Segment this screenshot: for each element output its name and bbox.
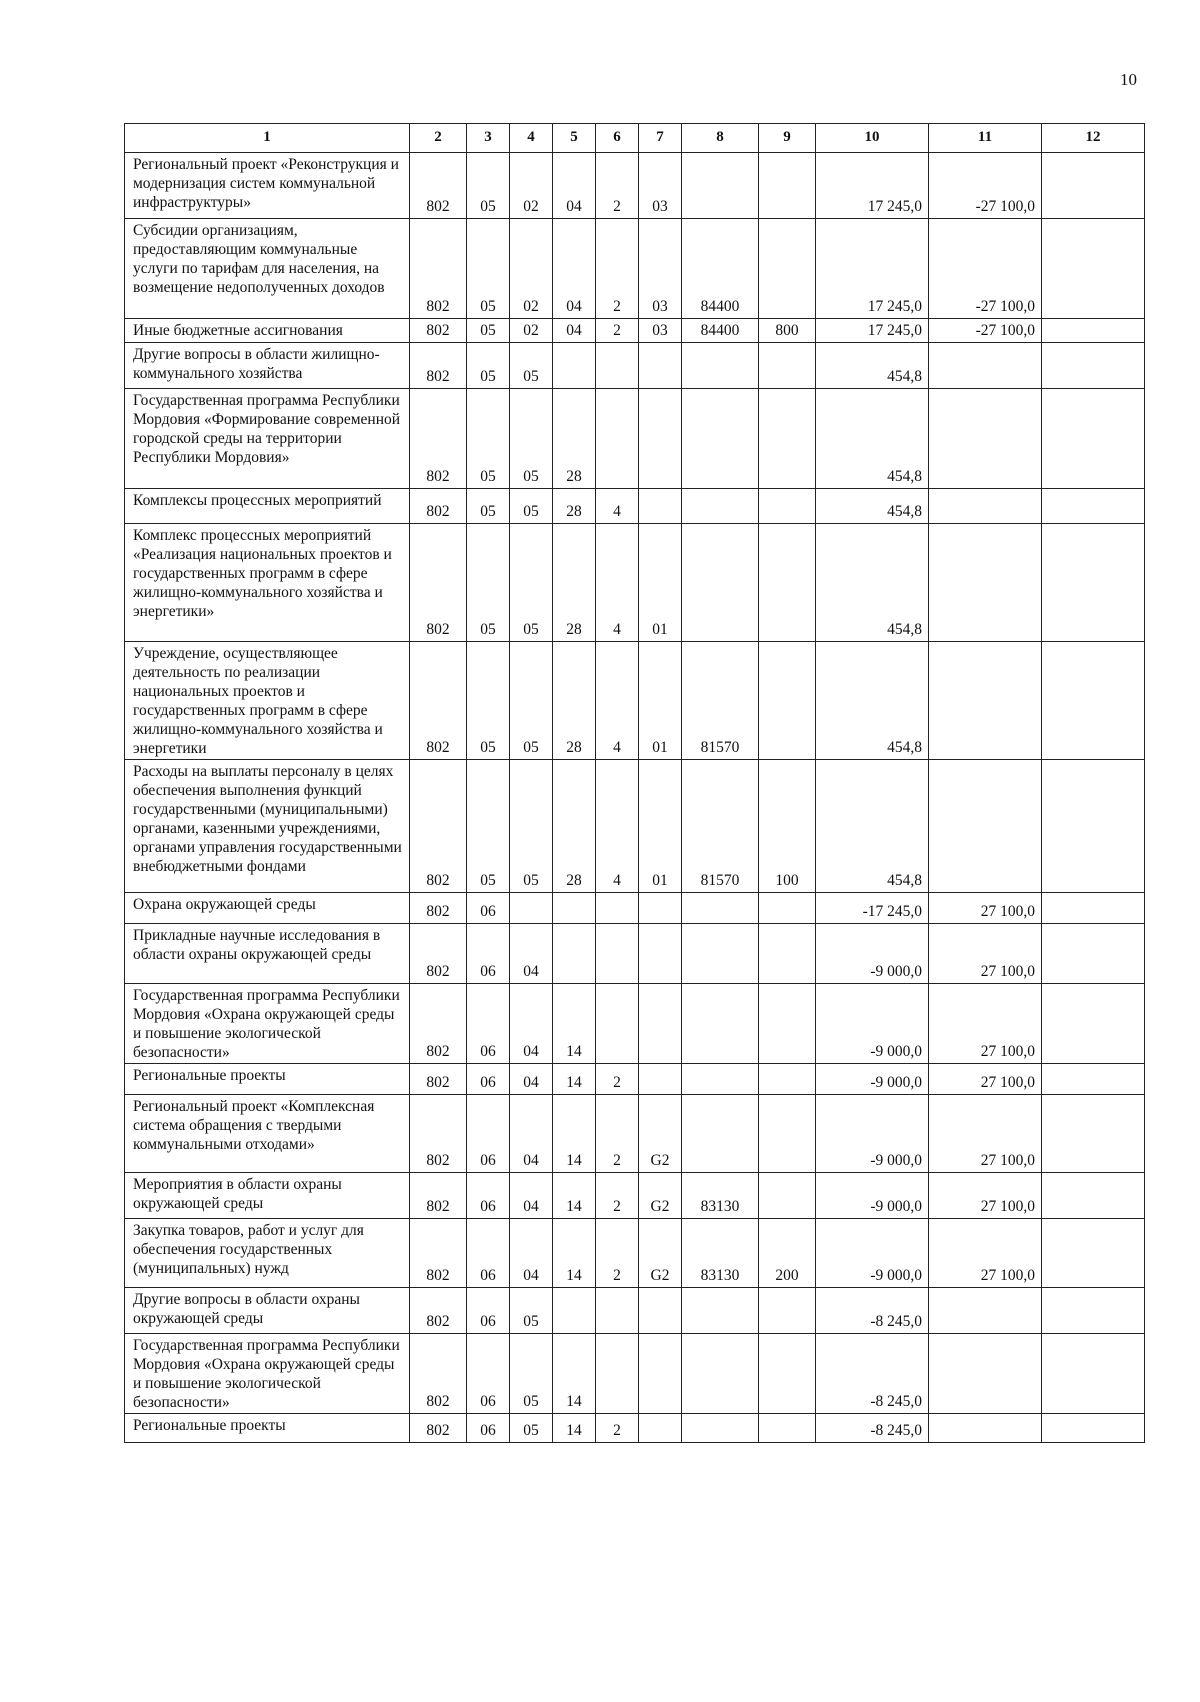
table-cell: 01	[639, 760, 682, 893]
table-cell	[682, 1288, 759, 1334]
table-cell: 28	[553, 389, 596, 489]
row-name-cell: Региональные проекты	[125, 1414, 410, 1443]
table-cell: 802	[410, 1219, 467, 1288]
table-cell	[639, 343, 682, 389]
table-row	[125, 153, 1145, 219]
table-row	[125, 389, 1145, 489]
table-cell: 17 245,0	[816, 219, 929, 319]
table-cell: 28	[553, 489, 596, 524]
table-cell	[1042, 219, 1145, 319]
table-cell	[682, 984, 759, 1064]
table-cell	[759, 1173, 816, 1219]
table-cell: 06	[467, 1288, 510, 1334]
table-cell: 802	[410, 1064, 467, 1095]
table-cell	[682, 1064, 759, 1095]
table-cell	[759, 1288, 816, 1334]
table-cell: 802	[410, 389, 467, 489]
table-cell	[1042, 984, 1145, 1064]
table-row	[125, 924, 1145, 984]
column-header: 3	[467, 124, 510, 153]
table-cell: -9 000,0	[816, 924, 929, 984]
table-cell	[759, 1064, 816, 1095]
row-name-cell: Закупка товаров, работ и услуг для обеспечения государственных (муниципальных) нужд	[125, 1219, 410, 1288]
table-cell: 454,8	[816, 343, 929, 389]
table-cell: 4	[596, 642, 639, 760]
table-cell: 802	[410, 489, 467, 524]
table-cell	[596, 984, 639, 1064]
row-name-cell: Другие вопросы в области охраны окружающей среды	[125, 1288, 410, 1334]
table-cell: 802	[410, 319, 467, 343]
table-cell	[759, 984, 816, 1064]
table-cell: 04	[553, 219, 596, 319]
table-cell: 03	[639, 319, 682, 343]
table-cell: 802	[410, 219, 467, 319]
table-cell	[759, 642, 816, 760]
table-cell	[929, 524, 1042, 642]
table-row	[125, 1095, 1145, 1173]
table-cell: 81570	[682, 642, 759, 760]
table-cell	[929, 1288, 1042, 1334]
table-cell	[682, 1414, 759, 1443]
table-row	[125, 1414, 1145, 1443]
table-cell	[929, 1414, 1042, 1443]
table-cell	[1042, 893, 1145, 924]
table-cell: 802	[410, 1173, 467, 1219]
table-row	[125, 642, 1145, 760]
table-cell: 05	[510, 1414, 553, 1443]
table-cell	[929, 760, 1042, 893]
table-cell: -9 000,0	[816, 1219, 929, 1288]
table-cell: 06	[467, 1095, 510, 1173]
table-cell: 800	[759, 319, 816, 343]
column-header: 12	[1042, 124, 1145, 153]
row-name-cell: Государственная программа Республики Мордовия «Формирование современной городской среды на территории Республики Мордовия»	[125, 389, 410, 489]
table-cell	[682, 893, 759, 924]
table-cell	[1042, 389, 1145, 489]
table-cell: 83130	[682, 1173, 759, 1219]
table-row	[125, 1173, 1145, 1219]
table-cell	[1042, 642, 1145, 760]
table-cell: 802	[410, 984, 467, 1064]
table-cell	[759, 489, 816, 524]
table-cell: 27 100,0	[929, 893, 1042, 924]
table-cell	[639, 489, 682, 524]
table-cell: 454,8	[816, 489, 929, 524]
row-name-cell: Другие вопросы в области жилищно-коммунального хозяйства	[125, 343, 410, 389]
table-cell: 2	[596, 219, 639, 319]
row-name-cell: Прикладные научные исследования в области охраны окружающей среды	[125, 924, 410, 984]
table-cell: 802	[410, 1334, 467, 1414]
table-cell: G2	[639, 1095, 682, 1173]
table-cell: -27 100,0	[929, 153, 1042, 219]
row-name-cell: Расходы на выплаты персоналу в целях обеспечения выполнения функций государственными (муниципальными) органами, казенными учреждениями, органами управления государственными внебюджетными фондами	[125, 760, 410, 893]
table-cell: 01	[639, 642, 682, 760]
column-header: 1	[125, 124, 410, 153]
table-cell	[929, 343, 1042, 389]
table-cell: 27 100,0	[929, 1095, 1042, 1173]
table-cell: -8 245,0	[816, 1414, 929, 1443]
table-cell: 02	[510, 319, 553, 343]
row-name-cell: Мероприятия в области охраны окружающей среды	[125, 1173, 410, 1219]
table-row	[125, 219, 1145, 319]
table-cell: 27 100,0	[929, 924, 1042, 984]
table-cell: 802	[410, 924, 467, 984]
table-cell: 100	[759, 760, 816, 893]
row-name-cell: Государственная программа Республики Мордовия «Охрана окружающей среды и повышение экологической безопасности»	[125, 984, 410, 1064]
table-cell: 27 100,0	[929, 1173, 1042, 1219]
table-cell	[929, 489, 1042, 524]
table-cell: 454,8	[816, 760, 929, 893]
table-cell: -17 245,0	[816, 893, 929, 924]
table-cell: 802	[410, 642, 467, 760]
table-cell: 4	[596, 489, 639, 524]
table-row	[125, 1334, 1145, 1414]
table-cell: 05	[510, 1288, 553, 1334]
table-cell	[682, 1334, 759, 1414]
table-cell	[639, 1414, 682, 1443]
table-cell	[639, 389, 682, 489]
table-cell: 02	[510, 153, 553, 219]
table-cell: 14	[553, 984, 596, 1064]
table-cell	[510, 893, 553, 924]
table-cell	[682, 924, 759, 984]
table-cell	[1042, 1288, 1145, 1334]
table-cell	[929, 642, 1042, 760]
table-cell	[1042, 489, 1145, 524]
table-cell: 03	[639, 153, 682, 219]
table-cell: 05	[467, 389, 510, 489]
table-cell	[1042, 1064, 1145, 1095]
table-cell	[759, 1095, 816, 1173]
table-cell: 27 100,0	[929, 984, 1042, 1064]
table-cell	[1042, 1334, 1145, 1414]
table-row	[125, 1064, 1145, 1095]
table-cell	[596, 343, 639, 389]
table-row	[125, 984, 1145, 1064]
column-header: 10	[816, 124, 929, 153]
table-cell: 05	[510, 343, 553, 389]
table-row	[125, 760, 1145, 893]
table-cell	[682, 524, 759, 642]
table-cell	[553, 924, 596, 984]
table-cell	[596, 389, 639, 489]
table-cell: 802	[410, 343, 467, 389]
table-cell	[553, 1288, 596, 1334]
table-cell	[639, 1288, 682, 1334]
table-cell: 4	[596, 760, 639, 893]
table-row	[125, 1219, 1145, 1288]
table-cell	[759, 343, 816, 389]
table-cell: 802	[410, 1095, 467, 1173]
column-header: 2	[410, 124, 467, 153]
table-cell: 04	[510, 1173, 553, 1219]
table-cell: 200	[759, 1219, 816, 1288]
column-header: 4	[510, 124, 553, 153]
table-cell: 06	[467, 984, 510, 1064]
table-cell: -8 245,0	[816, 1288, 929, 1334]
row-name-cell: Государственная программа Республики Мордовия «Охрана окружающей среды и повышение экологической безопасности»	[125, 1334, 410, 1414]
table-cell: 05	[510, 1334, 553, 1414]
table-cell	[1042, 1414, 1145, 1443]
table-cell: 27 100,0	[929, 1219, 1042, 1288]
table-cell	[1042, 319, 1145, 343]
table-cell	[682, 489, 759, 524]
table-cell: 2	[596, 1173, 639, 1219]
table-cell: 06	[467, 893, 510, 924]
table-cell	[1042, 1219, 1145, 1288]
table-cell	[639, 924, 682, 984]
table-cell: -9 000,0	[816, 1064, 929, 1095]
table-cell	[759, 153, 816, 219]
table-cell	[596, 893, 639, 924]
table-cell: 83130	[682, 1219, 759, 1288]
table-cell: 4	[596, 524, 639, 642]
table-cell: G2	[639, 1173, 682, 1219]
table-cell: 01	[639, 524, 682, 642]
table-cell	[1042, 924, 1145, 984]
table-cell: 27 100,0	[929, 1064, 1042, 1095]
table-cell: 04	[510, 1219, 553, 1288]
table-cell	[682, 343, 759, 389]
column-header: 11	[929, 124, 1042, 153]
table-cell: -9 000,0	[816, 1173, 929, 1219]
table-cell	[639, 1064, 682, 1095]
table-cell: 17 245,0	[816, 319, 929, 343]
table-cell: 28	[553, 642, 596, 760]
table-cell	[929, 1334, 1042, 1414]
table-cell	[1042, 1095, 1145, 1173]
table-cell: 454,8	[816, 642, 929, 760]
table-cell: 28	[553, 760, 596, 893]
table-cell: -9 000,0	[816, 984, 929, 1064]
table-cell	[759, 524, 816, 642]
table-row	[125, 524, 1145, 642]
table-cell: 84400	[682, 219, 759, 319]
table-cell	[682, 153, 759, 219]
table-cell: -27 100,0	[929, 219, 1042, 319]
table-row	[125, 343, 1145, 389]
table-cell: 2	[596, 1414, 639, 1443]
table-cell: 802	[410, 760, 467, 893]
table-cell: 05	[467, 219, 510, 319]
table-cell	[639, 1334, 682, 1414]
table-cell	[639, 984, 682, 1064]
column-header: 7	[639, 124, 682, 153]
table-cell: 02	[510, 219, 553, 319]
table-cell: 14	[553, 1064, 596, 1095]
table-row	[125, 1288, 1145, 1334]
table-cell: 28	[553, 524, 596, 642]
table-cell	[759, 389, 816, 489]
table-body	[125, 153, 1145, 1443]
table-cell: 802	[410, 153, 467, 219]
table-cell	[553, 893, 596, 924]
table-cell: 802	[410, 524, 467, 642]
table-cell: 802	[410, 893, 467, 924]
table-cell	[1042, 1173, 1145, 1219]
table-cell: 14	[553, 1219, 596, 1288]
table-cell: 05	[467, 319, 510, 343]
table-cell: 17 245,0	[816, 153, 929, 219]
table-cell: 04	[553, 319, 596, 343]
header-row	[125, 124, 1145, 153]
table-cell: 81570	[682, 760, 759, 893]
table-cell	[553, 343, 596, 389]
table-cell	[929, 389, 1042, 489]
table-cell: -27 100,0	[929, 319, 1042, 343]
row-name-cell: Иные бюджетные ассигнования	[125, 319, 410, 343]
table-cell: 04	[553, 153, 596, 219]
table-cell: 06	[467, 1334, 510, 1414]
table-cell	[639, 893, 682, 924]
table-cell: 05	[510, 524, 553, 642]
table-cell: 802	[410, 1288, 467, 1334]
table-cell: 05	[467, 489, 510, 524]
table-cell: 14	[553, 1414, 596, 1443]
table-cell	[1042, 343, 1145, 389]
table-cell: 05	[467, 642, 510, 760]
table-cell	[759, 924, 816, 984]
row-name-cell: Комплексы процессных мероприятий	[125, 489, 410, 524]
table-cell: 84400	[682, 319, 759, 343]
table-cell: 2	[596, 153, 639, 219]
table-cell	[759, 1414, 816, 1443]
table-cell: 05	[510, 389, 553, 489]
table-cell	[1042, 524, 1145, 642]
table-cell: 802	[410, 1414, 467, 1443]
column-header: 8	[682, 124, 759, 153]
budget-table	[124, 123, 1145, 1443]
table-cell: 06	[467, 1064, 510, 1095]
table-cell	[596, 1334, 639, 1414]
table-row	[125, 489, 1145, 524]
table-cell	[596, 1288, 639, 1334]
table-cell	[682, 1095, 759, 1173]
table-cell: 05	[467, 153, 510, 219]
table-cell: 454,8	[816, 524, 929, 642]
row-name-cell: Региональные проекты	[125, 1064, 410, 1095]
table-cell: 2	[596, 1064, 639, 1095]
column-header: 6	[596, 124, 639, 153]
table-cell	[759, 1334, 816, 1414]
table-cell: 05	[510, 642, 553, 760]
table-row	[125, 893, 1145, 924]
table-cell	[759, 219, 816, 319]
table-cell: G2	[639, 1219, 682, 1288]
table-cell: 05	[467, 524, 510, 642]
table-cell: 2	[596, 1219, 639, 1288]
table-cell: 454,8	[816, 389, 929, 489]
row-name-cell: Субсидии организациям, предоставляющим коммунальные услуги по тарифам для населения, на возмещение недополученных доходов	[125, 219, 410, 319]
row-name-cell: Комплекс процессных мероприятий «Реализация национальных проектов и государственных программ в сфере жилищно-коммунального хозяйства и энергетики»	[125, 524, 410, 642]
table-cell	[682, 389, 759, 489]
table-cell	[1042, 760, 1145, 893]
table-cell: -9 000,0	[816, 1095, 929, 1173]
table-cell: 2	[596, 319, 639, 343]
table-cell: 04	[510, 984, 553, 1064]
table-cell: 04	[510, 1095, 553, 1173]
row-name-cell: Учреждение, осуществляющее деятельность по реализации национальных проектов и государственных программ в сфере жилищно-коммунального хозяйства и энергетики	[125, 642, 410, 760]
table-cell: 06	[467, 924, 510, 984]
table-row	[125, 319, 1145, 343]
table-cell	[1042, 153, 1145, 219]
table-cell: 06	[467, 1414, 510, 1443]
row-name-cell: Региональный проект «Реконструкция и модернизация систем коммунальной инфраструктуры»	[125, 153, 410, 219]
page-number: 10	[1120, 70, 1137, 89]
table-cell: 14	[553, 1095, 596, 1173]
table-cell: 03	[639, 219, 682, 319]
table-cell: 06	[467, 1173, 510, 1219]
table-cell	[596, 924, 639, 984]
table-cell: 14	[553, 1334, 596, 1414]
table-cell	[759, 893, 816, 924]
row-name-cell: Региональный проект «Комплексная система обращения с твердыми коммунальными отходами»	[125, 1095, 410, 1173]
table-cell: 2	[596, 1095, 639, 1173]
table-cell: 05	[467, 760, 510, 893]
table-cell: 05	[510, 489, 553, 524]
row-name-cell: Охрана окружающей среды	[125, 893, 410, 924]
column-header: 9	[759, 124, 816, 153]
table-cell: 06	[467, 1219, 510, 1288]
table-cell: 05	[467, 343, 510, 389]
table-cell: 14	[553, 1173, 596, 1219]
table-cell: 04	[510, 924, 553, 984]
table-cell: -8 245,0	[816, 1334, 929, 1414]
table-cell: 05	[510, 760, 553, 893]
column-header: 5	[553, 124, 596, 153]
table-cell: 04	[510, 1064, 553, 1095]
